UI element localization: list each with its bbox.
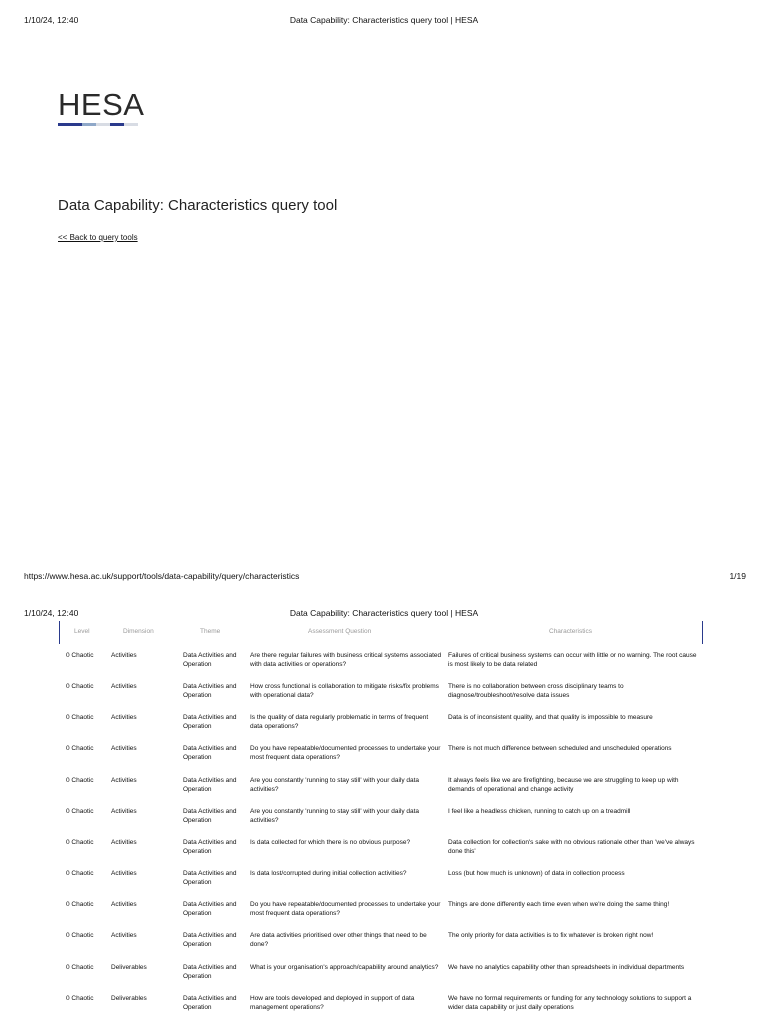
cell-dimension: Activities: [111, 745, 137, 752]
print-header-datetime: 1/10/24, 12:40: [24, 608, 79, 618]
cell-level: 0 Chaotic: [66, 714, 94, 721]
cell-assessment-question: Are you constantly 'running to stay still' with your daily data activities?: [250, 777, 420, 794]
cell-level: 0 Chaotic: [66, 839, 94, 846]
cell-theme: Data Activities and Operation: [183, 714, 237, 731]
cell-theme: Data Activities and Operation: [183, 683, 237, 700]
cell-theme: Data Activities and Operation: [183, 652, 237, 669]
logo-color-bar: [58, 123, 138, 126]
logo-bar-segment: [124, 123, 138, 126]
cell-characteristics: The only priority for data activities is to fix whatever is broken right now!: [448, 932, 654, 939]
cell-assessment-question: Is the quality of data regularly problematic in terms of frequent data operations?: [250, 714, 429, 731]
cell-dimension: Deliverables: [111, 964, 147, 971]
cell-theme: Data Activities and Operation: [183, 808, 237, 825]
cell-dimension: Activities: [111, 777, 137, 784]
cell-assessment-question: How are tools developed and deployed in support of data management operations?: [250, 995, 415, 1012]
cell-assessment-question: Are data activities prioritised over other things that need to be done?: [250, 932, 427, 949]
cell-dimension: Activities: [111, 714, 137, 721]
cell-dimension: Activities: [111, 901, 137, 908]
cell-level: 0 Chaotic: [66, 870, 94, 877]
logo-bar-segment: [58, 123, 82, 126]
cell-theme: Data Activities and Operation: [183, 995, 237, 1012]
print-header-datetime: 1/10/24, 12:40: [24, 15, 79, 25]
cell-characteristics: There is no collaboration between cross disciplinary teams to diagnose/troubleshoot/resolve data issues: [448, 683, 624, 700]
cell-characteristics: Loss (but how much is unknown) of data in collection process: [448, 870, 625, 877]
cell-dimension: Activities: [111, 839, 137, 846]
cell-dimension: Activities: [111, 683, 137, 690]
table-header-row: [59, 621, 703, 644]
cell-assessment-question: What is your organisation's approach/capability around analytics?: [250, 964, 439, 971]
column-header-level[interactable]: Level: [74, 628, 90, 635]
cell-dimension: Activities: [111, 652, 137, 659]
cell-assessment-question: Are you constantly 'running to stay still' with your daily data activities?: [250, 808, 420, 825]
characteristics-table: [59, 621, 703, 1012]
cell-dimension: Deliverables: [111, 995, 147, 1002]
cell-level: 0 Chaotic: [66, 995, 94, 1002]
back-to-query-tools-link[interactable]: << Back to query tools: [58, 233, 138, 242]
cell-level: 0 Chaotic: [66, 745, 94, 752]
column-header-theme[interactable]: Theme: [200, 628, 221, 635]
cell-level: 0 Chaotic: [66, 964, 94, 971]
cell-assessment-question: Are there regular failures with business critical systems associated with data activities or operations?: [250, 652, 442, 669]
cell-characteristics: We have no formal requirements or funding for any technology solutions to support a wider data capability or just daily operations: [448, 995, 692, 1012]
cell-characteristics: I feel like a headless chicken, running to catch up on a treadmill: [448, 808, 631, 815]
cell-level: 0 Chaotic: [66, 808, 94, 815]
cell-assessment-question: Do you have repeatable/documented processes to undertake your most frequent data operations?: [250, 901, 441, 918]
cell-assessment-question: Do you have repeatable/documented processes to undertake your most frequent data operations?: [250, 745, 441, 762]
cell-theme: Data Activities and Operation: [183, 870, 237, 887]
cell-dimension: Activities: [111, 870, 137, 877]
logo-bar-segment: [82, 123, 96, 126]
cell-theme: Data Activities and Operation: [183, 964, 237, 981]
logo-bar-segment: [110, 123, 124, 126]
column-header-characteristics[interactable]: Characteristics: [549, 628, 592, 635]
print-footer-page-number: 1/19: [729, 571, 746, 581]
page-title: Data Capability: Characteristics query tool: [58, 197, 338, 214]
column-header-assessment-question[interactable]: Assessment Question: [308, 628, 372, 635]
cell-theme: Data Activities and Operation: [183, 745, 237, 762]
print-footer-url: https://www.hesa.ac.uk/support/tools/data-capability/query/characteristics: [24, 571, 300, 581]
cell-assessment-question: How cross functional is collaboration to mitigate risks/fix problems with operational data?: [250, 683, 439, 700]
cell-assessment-question: Is data lost/corrupted during initial collection activities?: [250, 870, 407, 877]
cell-characteristics: It always feels like we are firefighting, because we are struggling to keep up with demands of operational and change activity: [448, 777, 679, 794]
cell-level: 0 Chaotic: [66, 652, 94, 659]
logo-bar-segment: [96, 123, 110, 126]
column-header-dimension[interactable]: Dimension: [123, 628, 154, 635]
cell-level: 0 Chaotic: [66, 901, 94, 908]
cell-characteristics: We have no analytics capability other than spreadsheets in individual departments: [448, 964, 685, 971]
print-header-title: Data Capability: Characteristics query tool | HESA: [289, 608, 479, 618]
cell-theme: Data Activities and Operation: [183, 777, 237, 794]
cell-assessment-question: Is data collected for which there is no obvious purpose?: [250, 839, 411, 846]
cell-level: 0 Chaotic: [66, 683, 94, 690]
cell-theme: Data Activities and Operation: [183, 839, 237, 856]
cell-theme: Data Activities and Operation: [183, 901, 237, 918]
cell-characteristics: Data is of inconsistent quality, and that quality is impossible to measure: [448, 714, 653, 721]
hesa-logo[interactable]: [58, 87, 145, 126]
cell-theme: Data Activities and Operation: [183, 932, 237, 949]
cell-characteristics: Things are done differently each time even when we're doing the same thing!: [448, 901, 670, 908]
cell-level: 0 Chaotic: [66, 932, 94, 939]
cell-characteristics: Failures of critical business systems can occur with little or no warning. The root cause is most likely to be data related: [448, 652, 697, 669]
cell-characteristics: There is not much difference between scheduled and unscheduled operations: [448, 745, 672, 752]
logo-wordmark: HESA: [58, 87, 145, 122]
cell-dimension: Activities: [111, 808, 137, 815]
cell-level: 0 Chaotic: [66, 777, 94, 784]
print-header-title: Data Capability: Characteristics query tool | HESA: [289, 15, 479, 25]
cell-dimension: Activities: [111, 932, 137, 939]
cell-characteristics: Data collection for collection's sake with no obvious rationale other than 'we've always done this': [448, 839, 695, 856]
